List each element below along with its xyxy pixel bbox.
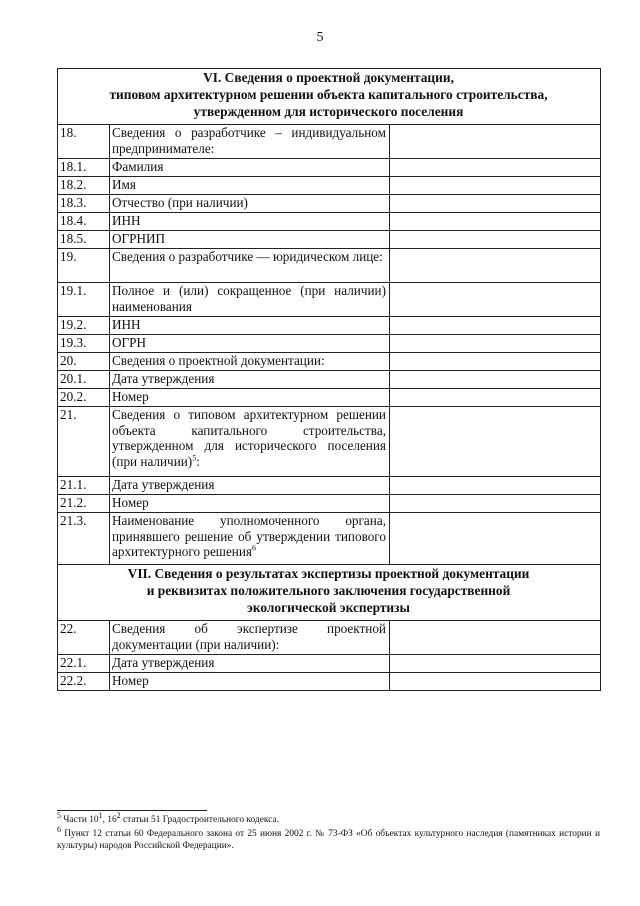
table-row xyxy=(58,673,601,691)
table-row xyxy=(58,335,601,353)
row-label: Имя xyxy=(110,177,390,195)
row-value-cell[interactable] xyxy=(390,317,601,335)
footnote-sup: 1 xyxy=(98,810,103,820)
table-row xyxy=(58,371,601,389)
row-number: 18.3. xyxy=(58,195,110,213)
footnote-ref: 6 xyxy=(251,543,256,553)
row-number: 19.3. xyxy=(58,335,110,353)
table-row xyxy=(58,513,601,565)
row-value-cell[interactable] xyxy=(390,407,601,477)
row-label: ОГРНИП xyxy=(110,231,390,249)
row-label: Отчество (при наличии) xyxy=(110,195,390,213)
row-number: 18.1. xyxy=(58,159,110,177)
row-value-cell[interactable] xyxy=(390,213,601,231)
table-row xyxy=(58,125,601,159)
row-label: Номер xyxy=(110,389,390,407)
row-number: 20. xyxy=(58,353,110,371)
row-label: ОГРН xyxy=(110,335,390,353)
section-7-title-line2: и реквизитах положительного заключения государственной xyxy=(146,583,511,598)
section-6-header xyxy=(58,69,601,125)
table-row xyxy=(58,407,601,477)
table-row xyxy=(58,317,601,335)
row-number: 18.4. xyxy=(58,213,110,231)
section-7-title-line1: VII. Сведения о результатах экспертизы проектной документации xyxy=(127,566,530,581)
row-value-cell[interactable] xyxy=(390,477,601,495)
row-label: ИНН xyxy=(110,213,390,231)
table-row xyxy=(58,249,601,283)
row-value-cell[interactable] xyxy=(390,371,601,389)
row-number: 20.1. xyxy=(58,371,110,389)
row-label-text: Наименование уполномоченного органа, принявшего решение об утверждении типового архитектурного решения xyxy=(112,513,386,559)
page-number: 5 xyxy=(316,30,324,45)
table-row xyxy=(58,159,601,177)
row-number: 20.2. xyxy=(58,389,110,407)
table-row xyxy=(58,621,601,655)
section-6-title-line2: типовом архитектурном решении объекта капитального строительства, xyxy=(109,87,548,102)
section-7-header xyxy=(58,565,601,621)
row-label: Дата утверждения xyxy=(110,477,390,495)
row-value-cell[interactable] xyxy=(390,249,601,283)
row-value-cell[interactable] xyxy=(390,283,601,317)
row-value-cell[interactable] xyxy=(390,195,601,213)
row-number: 22.1. xyxy=(58,655,110,673)
row-value-cell[interactable] xyxy=(390,159,601,177)
row-number: 18.2. xyxy=(58,177,110,195)
table-row xyxy=(58,195,601,213)
footnote-text: Части 10 xyxy=(61,815,99,825)
row-value-cell[interactable] xyxy=(390,335,601,353)
section-7-title-line3: экологической экспертизы xyxy=(247,600,410,615)
table-row xyxy=(58,389,601,407)
table-row xyxy=(58,177,601,195)
row-number: 18. xyxy=(58,125,110,159)
footnote-5 xyxy=(57,810,600,826)
table-row xyxy=(58,353,601,371)
row-number: 19.2. xyxy=(58,317,110,335)
row-label: Дата утверждения xyxy=(110,371,390,389)
row-value-cell[interactable] xyxy=(390,655,601,673)
row-value-cell[interactable] xyxy=(390,177,601,195)
table-row xyxy=(58,495,601,513)
row-label: Номер xyxy=(110,673,390,691)
section-6-title-line3: утвержденном для исторического поселения xyxy=(193,104,464,119)
footnote-text: Пункт 12 статьи 60 Федерального закона от 25 июня 2002 г. № 73-ФЗ «Об объектах культурного наследия (памятниках истории и культуры) народов Российской Федерации». xyxy=(57,829,600,851)
row-label: ИНН xyxy=(110,317,390,335)
table-row xyxy=(58,477,601,495)
row-label: Сведения о проектной документации: xyxy=(110,353,390,371)
row-number: 22.2. xyxy=(58,673,110,691)
row-number: 19. xyxy=(58,249,110,283)
table-row xyxy=(58,283,601,317)
table-row xyxy=(58,213,601,231)
row-number: 21.3. xyxy=(58,513,110,565)
footnote-sup: 2 xyxy=(116,810,121,820)
row-label xyxy=(110,513,390,565)
row-number: 21. xyxy=(58,407,110,477)
row-label xyxy=(110,407,390,477)
footnotes xyxy=(57,810,600,852)
row-label: Сведения о разработчике – индивидуальном предпринимателе: xyxy=(110,125,390,159)
row-label-text: Сведения о типовом архитектурном решении объекта капитального строительства, утвержденном для исторического поселения (при наличии) xyxy=(112,407,386,469)
footnote-text: статьи 51 Градостроительного кодекса. xyxy=(120,815,279,825)
footnote-6 xyxy=(57,824,600,852)
row-label-tail: : xyxy=(196,453,200,469)
row-value-cell[interactable] xyxy=(390,231,601,249)
footnote-mark: 6 xyxy=(57,824,61,834)
footnote-text: , 16 xyxy=(102,815,117,825)
row-number: 18.5. xyxy=(58,231,110,249)
footnote-divider xyxy=(57,810,207,811)
row-value-cell[interactable] xyxy=(390,621,601,655)
table-row xyxy=(58,655,601,673)
section-6-title-line1: VI. Сведения о проектной документации, xyxy=(203,70,454,85)
table-row xyxy=(58,231,601,249)
row-label: Полное и (или) сокращенное (при наличии) наименования xyxy=(110,283,390,317)
row-label: Дата утверждения xyxy=(110,655,390,673)
footnote-mark: 5 xyxy=(57,810,61,820)
row-number: 22. xyxy=(58,621,110,655)
row-label: Сведения об экспертизе проектной документации (при наличии): xyxy=(110,621,390,655)
row-value-cell[interactable] xyxy=(390,513,601,565)
row-value-cell[interactable] xyxy=(390,353,601,371)
row-value-cell[interactable] xyxy=(390,495,601,513)
row-value-cell[interactable] xyxy=(390,389,601,407)
row-value-cell[interactable] xyxy=(390,673,601,691)
form-table xyxy=(57,68,601,691)
footnote-ref: 5 xyxy=(192,453,197,463)
row-label: Фамилия xyxy=(110,159,390,177)
row-value-cell[interactable] xyxy=(390,125,601,159)
row-number: 21.2. xyxy=(58,495,110,513)
row-number: 21.1. xyxy=(58,477,110,495)
row-label: Сведения о разработчике — юридическом лице: xyxy=(110,249,390,283)
row-number: 19.1. xyxy=(58,283,110,317)
row-label: Номер xyxy=(110,495,390,513)
